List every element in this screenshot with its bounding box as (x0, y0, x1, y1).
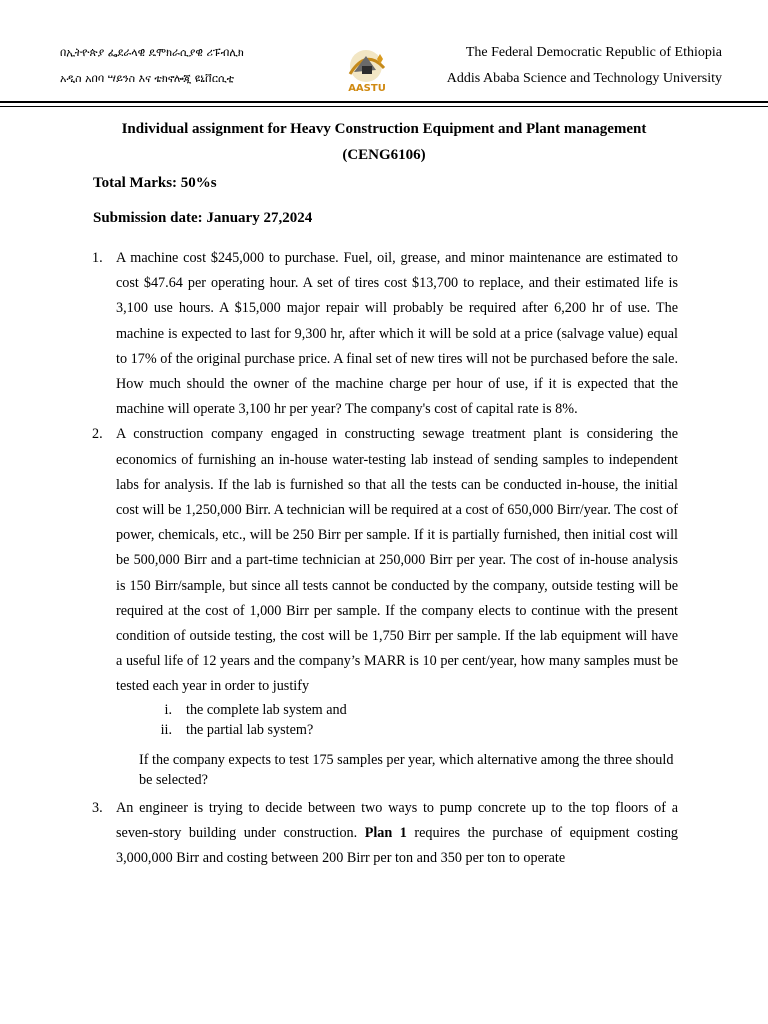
english-line-2: Addis Ababa Science and Technology University (446, 71, 722, 86)
question-1 (88, 246, 678, 422)
total-marks: Total Marks: 50%s (93, 175, 217, 191)
english-line-1: The Federal Democratic Republic of Ethiopia (465, 45, 722, 60)
university-logo (336, 46, 398, 94)
amharic-heading (60, 44, 320, 96)
question-number: 2. (92, 426, 103, 443)
sub-question-text: the partial lab system? (186, 721, 314, 738)
assignment-title (60, 116, 708, 168)
question-number: 3. (92, 799, 103, 816)
amharic-line-1: በኢትዮጵያ ፌደራላዊ ዴሞክራሲያዊ ሪፑብሊክ (60, 46, 244, 59)
sub-question-list (116, 700, 678, 740)
title-line-2: (CENG6106) (342, 147, 426, 163)
logo-text: AASTU (348, 83, 386, 94)
question-text: An engineer is trying to decide between two ways to pump concrete up to the top floors of a seven-story building under construction. (116, 799, 678, 841)
plan-1-term: Plan 1 (364, 824, 407, 841)
title-line-1: Individual assignment for Heavy Construction Equipment and Plant management (121, 121, 647, 137)
question-text: A construction company engaged in constructing sewage treatment plant is considering the economics of furnishing an in-house water-testing lab instead of sending samples to independent labs for analysis. If the lab is furnished so that all the tests can be conducted in-house, the initial cost will be 1,250,000 Birr. A technician will be required at a cost of 650,000 Birr/year. The cost of power, chemicals, etc., will be 250 Birr per sample. If it is partially furnished, then initial cost will be 500,000 Birr and a part-time technician at 250,000 Birr per year. The cost of in-house analysis is 150 Birr/sample, but since all tests cannot be conducted by the company, outside testing will be required at the cost of 1,000 Birr per sample. If the company elects to continue with the present condition of outside testing, the cost will be 1,750 Birr per sample. If the lab equipment will have a useful life of 12 years and the company’s MARR is 10 per cent/year, how many samples must be tested each year in order to justify (116, 426, 678, 695)
question-text: A machine cost $245,000 to purchase. Fuel, oil, grease, and minor maintenance are estimated to cost $47.64 per operating hour. A set of tires cost $13,700 to replace, and their estimated life is 3,100 use hours. A $15,000 major repair will probably be required after 6,200 hr of use. The machine is expected to last for 9,300 hr, after which it will be sold at a price (salvage value) equal to 17% of the original purchase price. A final set of new tires will not be purchased before the sale. How much should the owner of the machine charge per hour of use, if it is expected that the machine will operate 3,100 hr per year? The company's cost of capital rate is 8%. (116, 250, 678, 418)
sub-question (146, 720, 678, 740)
english-heading (447, 44, 722, 96)
header-divider-thin (0, 106, 768, 107)
submission-date: Submission date: January 27,2024 (93, 210, 313, 226)
sub-question (146, 700, 678, 720)
question-list (88, 246, 678, 871)
header-divider (0, 101, 768, 103)
sub-question-text: the complete lab system and (186, 701, 347, 718)
sub-question-number: ii. (160, 721, 172, 738)
question-3 (88, 796, 678, 872)
question-2 (88, 422, 678, 789)
document-header (0, 0, 768, 112)
question-number: 1. (92, 250, 103, 266)
question-note: If the company expects to test 175 samples per year, which alternative among the three should be selected? (139, 751, 674, 788)
question-text-continued: requires the purchase of equipment costing 3,000,000 Birr and costing between 200 Birr per ton and 350 per ton to operate (116, 824, 679, 867)
sub-question-number: i. (164, 701, 172, 718)
amharic-line-2: አዲስ አበባ ሣይንስ እና ቴክኖሎጂ ዩኒቨርሲቲ (60, 72, 235, 85)
